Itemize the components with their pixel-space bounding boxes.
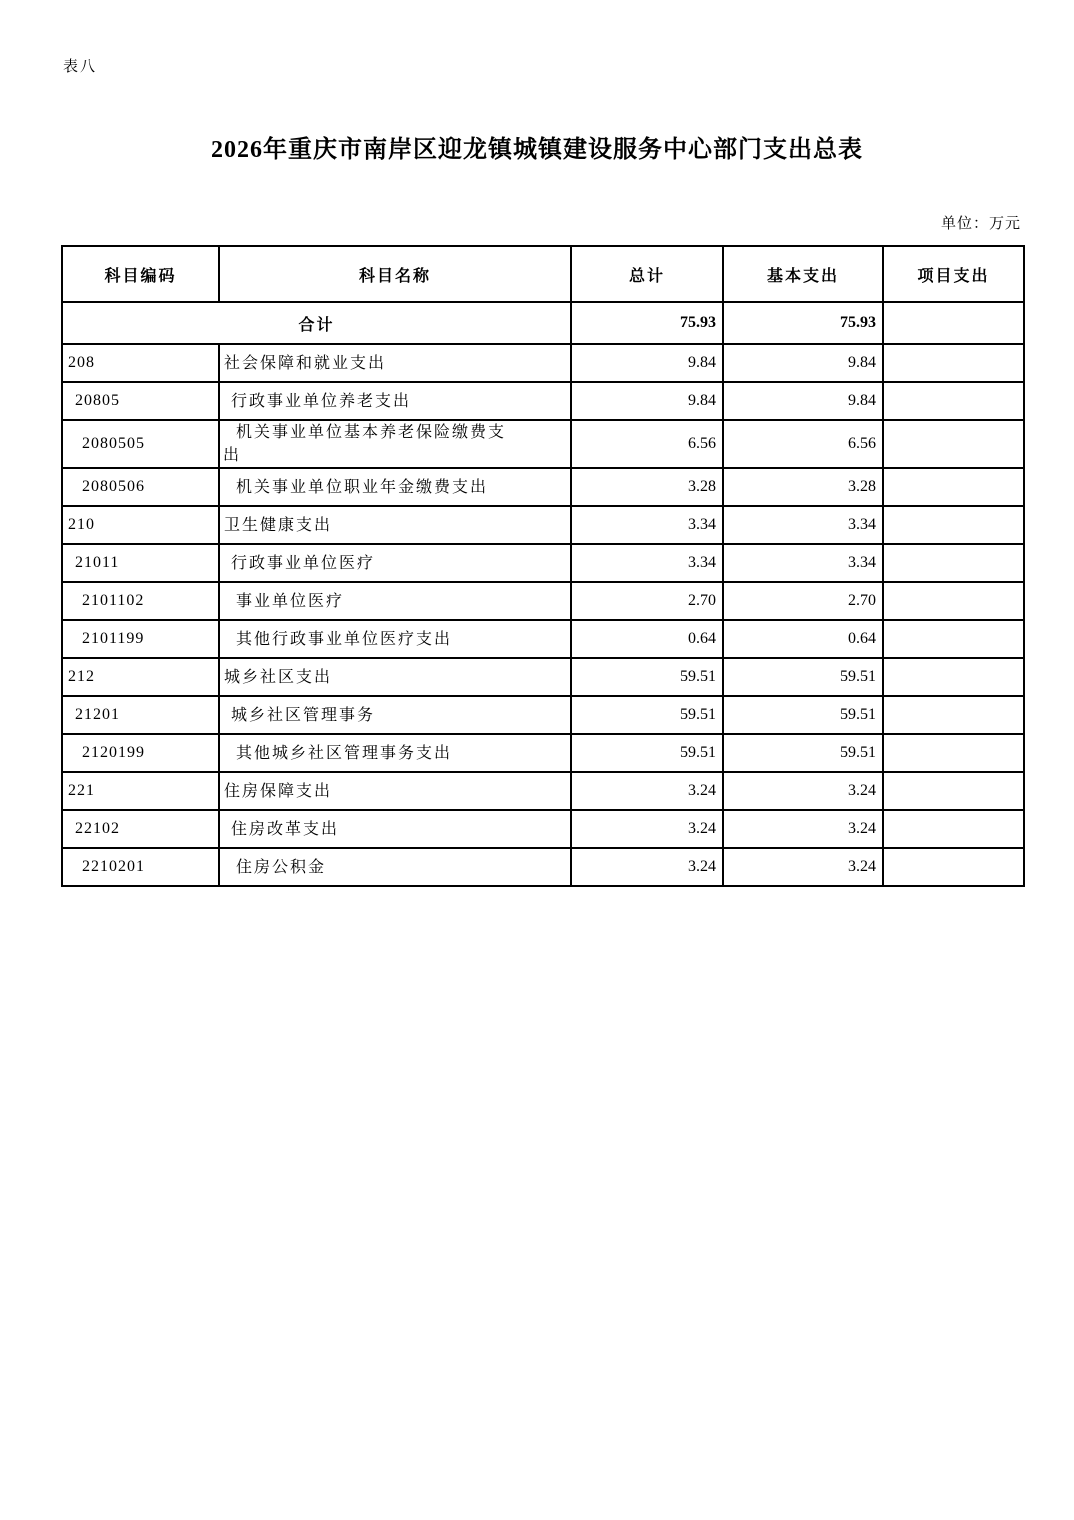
column-header-total: 总计 [571, 246, 723, 302]
basic-value-cell: 3.24 [723, 772, 883, 810]
table-header [62, 246, 1024, 302]
subject-name-cell: 机关事业单位基本养老保险缴费支出 [219, 420, 571, 468]
subject-name-cell: 城乡社区管理事务 [219, 696, 571, 734]
total-value-cell: 59.51 [571, 658, 723, 696]
basic-value-cell: 3.28 [723, 468, 883, 506]
table-row [62, 810, 1024, 848]
basic-value-cell: 9.84 [723, 344, 883, 382]
table-row [62, 382, 1024, 420]
total-value-cell: 9.84 [571, 382, 723, 420]
basic-value-cell: 9.84 [723, 382, 883, 420]
subject-name-cell: 行政事业单位养老支出 [219, 382, 571, 420]
column-header-basic: 基本支出 [723, 246, 883, 302]
subject-name-cell: 其他城乡社区管理事务支出 [219, 734, 571, 772]
table-row [62, 506, 1024, 544]
total-value-cell: 0.64 [571, 620, 723, 658]
column-header-subject-name: 科目名称 [219, 246, 571, 302]
basic-value-cell: 59.51 [723, 734, 883, 772]
project-value-cell [883, 810, 1024, 848]
subject-code-cell: 22102 [62, 810, 219, 848]
subject-code-cell: 21011 [62, 544, 219, 582]
basic-value-cell: 3.24 [723, 848, 883, 886]
subject-name-cell: 行政事业单位医疗 [219, 544, 571, 582]
table-row [62, 420, 1024, 468]
basic-value-cell: 59.51 [723, 658, 883, 696]
subject-code-cell: 210 [62, 506, 219, 544]
total-value-cell: 3.34 [571, 544, 723, 582]
subject-code-cell: 2210201 [62, 848, 219, 886]
header-row [62, 246, 1024, 302]
table-number-tag: 表八 [63, 59, 98, 75]
total-value-cell: 3.24 [571, 772, 723, 810]
page-title: 2026年重庆市南岸区迎龙镇城镇建设服务中心部门支出总表 [211, 137, 863, 163]
project-value-cell [883, 848, 1024, 886]
total-value-cell: 6.56 [571, 420, 723, 468]
grand-total-label: 合计 [62, 302, 571, 344]
project-value-cell [883, 382, 1024, 420]
total-value-cell: 3.28 [571, 468, 723, 506]
table-row [62, 658, 1024, 696]
basic-value-cell: 59.51 [723, 696, 883, 734]
total-value-cell: 9.84 [571, 344, 723, 382]
grand-total-basic-value: 75.93 [723, 302, 883, 344]
subject-name-cell: 卫生健康支出 [219, 506, 571, 544]
basic-value-cell: 3.34 [723, 544, 883, 582]
subject-name-cell: 住房改革支出 [219, 810, 571, 848]
total-value-cell: 59.51 [571, 696, 723, 734]
basic-value-cell: 0.64 [723, 620, 883, 658]
project-value-cell [883, 544, 1024, 582]
total-value-cell: 2.70 [571, 582, 723, 620]
subject-name-cell: 住房保障支出 [219, 772, 571, 810]
subject-name-cell: 其他行政事业单位医疗支出 [219, 620, 571, 658]
total-value-cell: 3.24 [571, 810, 723, 848]
project-value-cell [883, 468, 1024, 506]
grand-total-total-value: 75.93 [571, 302, 723, 344]
table-row [62, 772, 1024, 810]
column-header-project: 项目支出 [883, 246, 1024, 302]
expenditure-table-container [61, 245, 1023, 887]
total-value-cell: 59.51 [571, 734, 723, 772]
subject-code-cell: 2120199 [62, 734, 219, 772]
subject-name-cell: 事业单位医疗 [219, 582, 571, 620]
table-row [62, 696, 1024, 734]
subject-code-cell: 2080505 [62, 420, 219, 468]
subject-code-cell: 21201 [62, 696, 219, 734]
subject-code-cell: 20805 [62, 382, 219, 420]
subject-name-cell: 住房公积金 [219, 848, 571, 886]
subject-name-cell: 城乡社区支出 [219, 658, 571, 696]
table-row [62, 544, 1024, 582]
project-value-cell [883, 658, 1024, 696]
expenditure-table [61, 245, 1025, 887]
project-value-cell [883, 506, 1024, 544]
grand-total-row [62, 302, 1024, 344]
basic-value-cell: 2.70 [723, 582, 883, 620]
basic-value-cell: 3.24 [723, 810, 883, 848]
subject-name-cell: 机关事业单位职业年金缴费支出 [219, 468, 571, 506]
subject-code-cell: 2080506 [62, 468, 219, 506]
subject-code-cell: 2101102 [62, 582, 219, 620]
subject-code-cell: 212 [62, 658, 219, 696]
table-row [62, 468, 1024, 506]
basic-value-cell: 6.56 [723, 420, 883, 468]
grand-total-project-value [883, 302, 1024, 344]
project-value-cell [883, 620, 1024, 658]
project-value-cell [883, 696, 1024, 734]
total-value-cell: 3.24 [571, 848, 723, 886]
subject-code-cell: 221 [62, 772, 219, 810]
project-value-cell [883, 734, 1024, 772]
table-row [62, 620, 1024, 658]
table-row [62, 344, 1024, 382]
subject-code-cell: 208 [62, 344, 219, 382]
project-value-cell [883, 772, 1024, 810]
table-row [62, 582, 1024, 620]
project-value-cell [883, 344, 1024, 382]
subject-name-cell: 社会保障和就业支出 [219, 344, 571, 382]
total-value-cell: 3.34 [571, 506, 723, 544]
project-value-cell [883, 420, 1024, 468]
table-body [62, 302, 1024, 886]
basic-value-cell: 3.34 [723, 506, 883, 544]
column-header-subject-code: 科目编码 [62, 246, 219, 302]
project-value-cell [883, 582, 1024, 620]
unit-note: 单位：万元 [940, 216, 1021, 232]
table-row [62, 734, 1024, 772]
table-row [62, 848, 1024, 886]
subject-code-cell: 2101199 [62, 620, 219, 658]
